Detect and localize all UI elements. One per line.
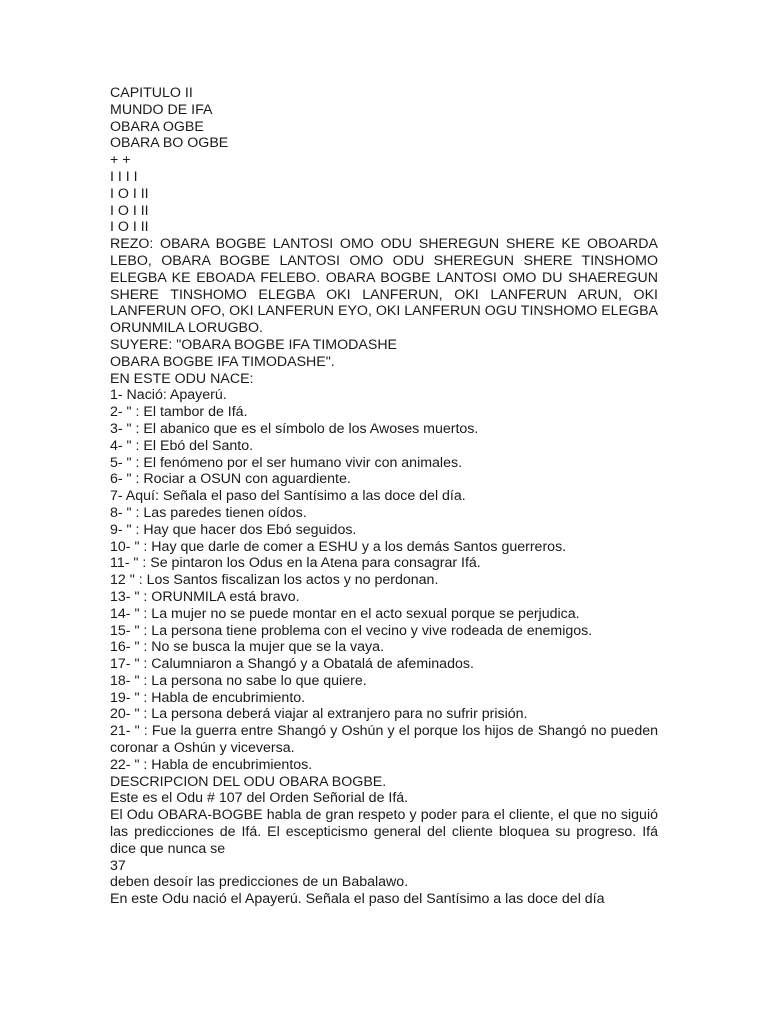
list-item: 20- " : La persona deberá viajar al extranjero para no sufrir prisión. <box>110 706 528 723</box>
rezo-paragraph: REZO: OBARA BOGBE LANTOSI OMO ODU SHEREGUN SHERE KE OBOARDA LEBO, OBARA BOGBE LANTOSI OMO ODU SHEREGUN SHERE TINSHOMO ELEGBA KE EBOADA FELEBO. OBARA BOGBE LANTOSI OMO DU SHAEREGUN SHERE TINSHOMO ELEGBA OKI LANFERUN, OKI LANFERUN ARUN, OKI LANFERUN OFO, OKI LANFERUN EYO, OKI LANFERUN OGU TINSHOMO ELEGBA ORUNMILA LORUGBO. <box>110 236 658 337</box>
odu-sign-row: I O I II <box>110 202 149 219</box>
list-item: 1- Nació: Apayerú. <box>110 387 227 404</box>
odu-name: OBARA OGBE <box>110 118 204 135</box>
descripcion-paragraph: El Odu OBARA-BOGBE habla de gran respeto y poder para el cliente, el que no siguió las predicciones de Ifá. El escepticismo general del cliente bloquea su progreso. Ifá dice que nunca se <box>110 807 658 857</box>
list-item: 19- " : Habla de encubrimiento. <box>110 689 306 706</box>
nace-heading: EN ESTE ODU NACE: <box>110 370 254 387</box>
list-item: 16- " : No se busca la mujer que se la vaya. <box>110 639 384 656</box>
list-item: 8- " : Las paredes tienen oídos. <box>110 504 307 521</box>
list-item: 6- " : Rociar a OSUN con aguardiente. <box>110 471 351 488</box>
page-number: 37 <box>110 857 126 874</box>
odu-sign-row: I O I II <box>110 185 149 202</box>
list-item: 5- " : El fenómeno por el ser humano vivir con animales. <box>110 454 463 471</box>
suyere-line: SUYERE: "OBARA BOGBE IFA TIMODASHE <box>110 336 398 353</box>
odu-sign-row: I O I II <box>110 219 149 236</box>
list-item: 21- " : Fue la guerra entre Shangó y Oshún y el porque los hijos de Shangó no pueden coronar a Oshún y viceversa. <box>110 723 658 757</box>
section-heading: MUNDO DE IFA <box>110 101 213 118</box>
chapter-heading: CAPITULO II <box>110 85 193 101</box>
descripcion-intro: Este es el Odu # 107 del Orden Señorial de Ifá. <box>110 790 409 807</box>
list-item: 7- Aquí: Señala el paso del Santísimo a las doce del día. <box>110 488 466 505</box>
list-item: 12 " : Los Santos fiscalizan los actos y no perdonan. <box>110 572 439 589</box>
list-item: 3- " : El abanico que es el símbolo de los Awoses muertos. <box>110 420 479 437</box>
list-item: 15- " : La persona tiene problema con el vecino y vive rodeada de enemigos. <box>110 622 593 639</box>
list-item: 9- " : Hay que hacer dos Ebó seguidos. <box>110 521 357 538</box>
list-item: 2- " : El tambor de Ifá. <box>110 404 248 421</box>
list-item: 22- " : Habla de encubrimientos. <box>110 756 313 773</box>
list-item: 13- " : ORUNMILA está bravo. <box>110 588 300 605</box>
last-line: En este Odu nació el Apayerú. Señala el paso del Santísimo a las doce del día <box>110 891 605 908</box>
descripcion-heading: DESCRIPCION DEL ODU OBARA BOGBE. <box>110 773 387 790</box>
document-page <box>110 85 658 908</box>
odu-sign-row: + + <box>110 152 131 169</box>
odu-alt-name: OBARA BO OGBE <box>110 135 229 152</box>
continuation-line: deben desoír las predicciones de un Babalawo. <box>110 874 409 891</box>
list-item: 14- " : La mujer no se puede montar en el acto sexual porque se perjudica. <box>110 605 580 622</box>
list-item: 10- " : Hay que darle de comer a ESHU y a los demás Santos guerreros. <box>110 538 567 555</box>
list-item: 17- " : Calumniaron a Shangó y a Obatalá de afeminados. <box>110 656 474 673</box>
list-item: 11- " : Se pintaron los Odus en la Atena para consagrar Ifá. <box>110 555 481 572</box>
list-item: 4- " : El Ebó del Santo. <box>110 437 254 454</box>
list-item: 18- " : La persona no sabe lo que quiere. <box>110 672 367 689</box>
odu-sign-row: I I I I <box>110 168 138 185</box>
suyere-line: OBARA BOGBE IFA TIMODASHE". <box>110 353 335 370</box>
